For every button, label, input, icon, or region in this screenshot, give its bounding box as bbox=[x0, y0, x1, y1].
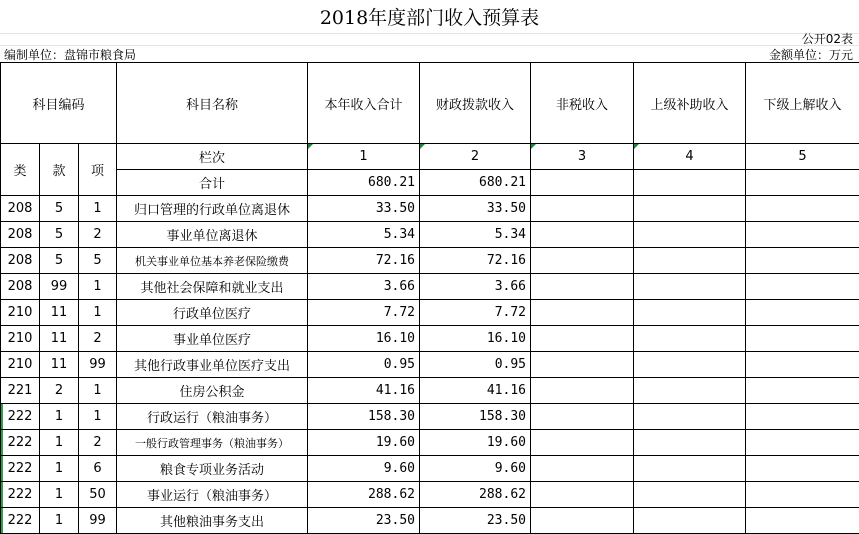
cell-subsidy[interactable] bbox=[634, 222, 746, 248]
amount-unit: 金额单位：万元 bbox=[768, 48, 853, 62]
cell-nontax[interactable] bbox=[531, 274, 634, 300]
total-fiscal[interactable]: 680.21 bbox=[420, 170, 531, 196]
header-row bbox=[1, 63, 859, 144]
cell-xiang[interactable]: 5 bbox=[79, 248, 117, 274]
cell-lower[interactable] bbox=[746, 378, 859, 404]
budget-table bbox=[0, 62, 859, 534]
total-lower[interactable] bbox=[746, 170, 859, 196]
cell-subsidy[interactable] bbox=[634, 378, 746, 404]
cell-name[interactable]: 其他粮油事务支出 bbox=[117, 508, 308, 534]
cell-name[interactable]: 事业单位离退休 bbox=[117, 222, 308, 248]
cell-kuan[interactable]: 1 bbox=[40, 456, 79, 482]
cell-total[interactable]: 288.62 bbox=[308, 482, 420, 508]
cell-xiang[interactable]: 6 bbox=[79, 456, 117, 482]
cell-nontax[interactable] bbox=[531, 248, 634, 274]
cell-total[interactable]: 16.10 bbox=[308, 326, 420, 352]
cell-nontax[interactable] bbox=[531, 456, 634, 482]
cell-lei[interactable]: 210 bbox=[1, 352, 40, 378]
table-row bbox=[1, 378, 859, 404]
table-row bbox=[1, 508, 859, 534]
cell-lei[interactable]: 222 bbox=[1, 482, 40, 508]
header-total[interactable]: 本年收入合计 bbox=[308, 63, 420, 144]
cell-name[interactable]: 住房公积金 bbox=[117, 378, 308, 404]
cell-subsidy[interactable] bbox=[634, 196, 746, 222]
cell-kuan[interactable]: 1 bbox=[40, 508, 79, 534]
cell-kuan[interactable]: 11 bbox=[40, 326, 79, 352]
compiling-unit: 编制单位：盘锦市粮食局 bbox=[4, 48, 137, 62]
cell-nontax[interactable] bbox=[531, 352, 634, 378]
cell-subsidy[interactable] bbox=[634, 430, 746, 456]
cell-name[interactable]: 机关事业单位基本养老保险缴费 bbox=[117, 248, 308, 274]
cell-name[interactable]: 行政单位医疗 bbox=[117, 300, 308, 326]
cell-fiscal[interactable]: 0.95 bbox=[420, 352, 531, 378]
cell-lei[interactable]: 222 bbox=[1, 456, 40, 482]
cell-name[interactable]: 事业运行（粮油事务） bbox=[117, 482, 308, 508]
total-amount[interactable]: 680.21 bbox=[308, 170, 420, 196]
cell-subsidy[interactable] bbox=[634, 300, 746, 326]
cell-name[interactable]: 事业单位医疗 bbox=[117, 326, 308, 352]
cell-fiscal[interactable]: 5.34 bbox=[420, 222, 531, 248]
table-row bbox=[1, 404, 859, 430]
cell-kuan[interactable]: 1 bbox=[40, 430, 79, 456]
cell-lei[interactable]: 222 bbox=[1, 430, 40, 456]
cell-lower[interactable] bbox=[746, 352, 859, 378]
cell-xiang[interactable]: 2 bbox=[79, 222, 117, 248]
cell-xiang[interactable]: 50 bbox=[79, 482, 117, 508]
cell-fiscal[interactable]: 72.16 bbox=[420, 248, 531, 274]
cell-xiang[interactable]: 99 bbox=[79, 352, 117, 378]
total-subsidy[interactable] bbox=[634, 170, 746, 196]
table-row bbox=[1, 482, 859, 508]
cell-nontax[interactable] bbox=[531, 508, 634, 534]
cell-lower[interactable] bbox=[746, 482, 859, 508]
cell-lei[interactable]: 208 bbox=[1, 274, 40, 300]
cell-subsidy[interactable] bbox=[634, 248, 746, 274]
total-row bbox=[1, 170, 859, 196]
col-number-1[interactable]: 1 bbox=[308, 144, 420, 170]
cell-lei[interactable]: 210 bbox=[1, 300, 40, 326]
sheet-number: 公开02表 bbox=[801, 32, 853, 46]
cell-subsidy[interactable] bbox=[634, 482, 746, 508]
cell-lower[interactable] bbox=[746, 326, 859, 352]
table-row bbox=[1, 300, 859, 326]
cell-kuan[interactable]: 1 bbox=[40, 404, 79, 430]
cell-total[interactable]: 9.60 bbox=[308, 456, 420, 482]
col-number-4[interactable]: 4 bbox=[634, 144, 746, 170]
cell-subsidy[interactable] bbox=[634, 274, 746, 300]
cell-fiscal[interactable]: 7.72 bbox=[420, 300, 531, 326]
cell-name[interactable]: 粮食专项业务活动 bbox=[117, 456, 308, 482]
cell-kuan[interactable]: 2 bbox=[40, 378, 79, 404]
cell-kuan[interactable]: 11 bbox=[40, 352, 79, 378]
cell-total[interactable]: 33.50 bbox=[308, 196, 420, 222]
cell-lower[interactable] bbox=[746, 456, 859, 482]
cell-xiang[interactable]: 1 bbox=[79, 300, 117, 326]
cell-total[interactable]: 5.34 bbox=[308, 222, 420, 248]
total-label[interactable]: 合计 bbox=[117, 170, 308, 196]
cell-nontax[interactable] bbox=[531, 378, 634, 404]
cell-lower[interactable] bbox=[746, 404, 859, 430]
cell-kuan[interactable]: 1 bbox=[40, 482, 79, 508]
cell-subsidy[interactable] bbox=[634, 508, 746, 534]
cell-name[interactable]: 其他社会保障和就业支出 bbox=[117, 274, 308, 300]
cell-lower[interactable] bbox=[746, 430, 859, 456]
cell-xiang[interactable]: 1 bbox=[79, 378, 117, 404]
cell-nontax[interactable] bbox=[531, 482, 634, 508]
cell-nontax[interactable] bbox=[531, 196, 634, 222]
cell-fiscal[interactable]: 23.50 bbox=[420, 508, 531, 534]
cell-xiang[interactable]: 2 bbox=[79, 430, 117, 456]
cell-subsidy[interactable] bbox=[634, 404, 746, 430]
header-subsidy[interactable]: 上级补助收入 bbox=[634, 63, 746, 144]
cell-kuan[interactable]: 5 bbox=[40, 248, 79, 274]
table-row bbox=[1, 222, 859, 248]
col-number-2[interactable]: 2 bbox=[420, 144, 531, 170]
cell-name[interactable]: 行政运行（粮油事务） bbox=[117, 404, 308, 430]
lanci-row bbox=[1, 144, 859, 170]
cell-total[interactable]: 0.95 bbox=[308, 352, 420, 378]
cell-xiang[interactable]: 1 bbox=[79, 196, 117, 222]
cell-lower[interactable] bbox=[746, 274, 859, 300]
cell-kuan[interactable]: 11 bbox=[40, 300, 79, 326]
cell-fiscal[interactable]: 33.50 bbox=[420, 196, 531, 222]
cell-total[interactable]: 23.50 bbox=[308, 508, 420, 534]
cell-total[interactable]: 3.66 bbox=[308, 274, 420, 300]
cell-lei[interactable]: 208 bbox=[1, 222, 40, 248]
cell-total[interactable]: 72.16 bbox=[308, 248, 420, 274]
table-row bbox=[1, 456, 859, 482]
cell-xiang[interactable]: 2 bbox=[79, 326, 117, 352]
header-name[interactable]: 科目名称 bbox=[117, 63, 308, 144]
cell-xiang[interactable]: 1 bbox=[79, 274, 117, 300]
cell-lei[interactable]: 222 bbox=[1, 404, 40, 430]
header-nontax[interactable]: 非税收入 bbox=[531, 63, 634, 144]
table-row bbox=[1, 430, 859, 456]
cell-lower[interactable] bbox=[746, 508, 859, 534]
cell-lei[interactable]: 208 bbox=[1, 248, 40, 274]
table-row bbox=[1, 326, 859, 352]
cell-name[interactable]: 一般行政管理事务（粮油事务） bbox=[117, 430, 308, 456]
cell-lei[interactable]: 208 bbox=[1, 196, 40, 222]
cell-nontax[interactable] bbox=[531, 404, 634, 430]
cell-lower[interactable] bbox=[746, 300, 859, 326]
cell-xiang[interactable]: 99 bbox=[79, 508, 117, 534]
gridline-top bbox=[0, 33, 859, 34]
table-row bbox=[1, 274, 859, 300]
cell-name[interactable]: 其他行政事业单位医疗支出 bbox=[117, 352, 308, 378]
cell-kuan[interactable]: 5 bbox=[40, 222, 79, 248]
cell-subsidy[interactable] bbox=[634, 326, 746, 352]
cell-lei[interactable]: 222 bbox=[1, 508, 40, 534]
header-xiang[interactable]: 项 bbox=[79, 144, 117, 196]
cell-xiang[interactable]: 1 bbox=[79, 404, 117, 430]
table-row bbox=[1, 196, 859, 222]
cell-name[interactable]: 归口管理的行政单位离退休 bbox=[117, 196, 308, 222]
header-fiscal[interactable]: 财政拨款收入 bbox=[420, 63, 531, 144]
total-nontax[interactable] bbox=[531, 170, 634, 196]
cell-total[interactable]: 158.30 bbox=[308, 404, 420, 430]
cell-nontax[interactable] bbox=[531, 300, 634, 326]
cell-lower[interactable] bbox=[746, 248, 859, 274]
table-row bbox=[1, 352, 859, 378]
cell-kuan[interactable]: 99 bbox=[40, 274, 79, 300]
cell-lower[interactable] bbox=[746, 222, 859, 248]
cell-fiscal[interactable]: 16.10 bbox=[420, 326, 531, 352]
table-title: 2018年度部门收入预算表 bbox=[319, 7, 540, 29]
cell-subsidy[interactable] bbox=[634, 456, 746, 482]
cell-fiscal[interactable]: 9.60 bbox=[420, 456, 531, 482]
cell-lei[interactable]: 221 bbox=[1, 378, 40, 404]
cell-fiscal[interactable]: 288.62 bbox=[420, 482, 531, 508]
cell-lower[interactable] bbox=[746, 196, 859, 222]
header-lanci[interactable]: 栏次 bbox=[117, 144, 308, 170]
header-lei[interactable]: 类 bbox=[1, 144, 40, 196]
cell-subsidy[interactable] bbox=[634, 352, 746, 378]
cell-lei[interactable]: 210 bbox=[1, 326, 40, 352]
cell-nontax[interactable] bbox=[531, 430, 634, 456]
header-kuan[interactable]: 款 bbox=[40, 144, 79, 196]
cell-fiscal[interactable]: 158.30 bbox=[420, 404, 531, 430]
cell-total[interactable]: 19.60 bbox=[308, 430, 420, 456]
cell-total[interactable]: 7.72 bbox=[308, 300, 420, 326]
cell-kuan[interactable]: 5 bbox=[40, 196, 79, 222]
cell-nontax[interactable] bbox=[531, 326, 634, 352]
table-row bbox=[1, 248, 859, 274]
cell-fiscal[interactable]: 3.66 bbox=[420, 274, 531, 300]
cell-total[interactable]: 41.16 bbox=[308, 378, 420, 404]
header-lower[interactable]: 下级上解收入 bbox=[746, 63, 859, 144]
col-number-3[interactable]: 3 bbox=[531, 144, 634, 170]
cell-fiscal[interactable]: 41.16 bbox=[420, 378, 531, 404]
cell-fiscal[interactable]: 19.60 bbox=[420, 430, 531, 456]
cell-nontax[interactable] bbox=[531, 222, 634, 248]
col-number-5[interactable]: 5 bbox=[746, 144, 859, 170]
header-code[interactable]: 科目编码 bbox=[1, 63, 117, 144]
